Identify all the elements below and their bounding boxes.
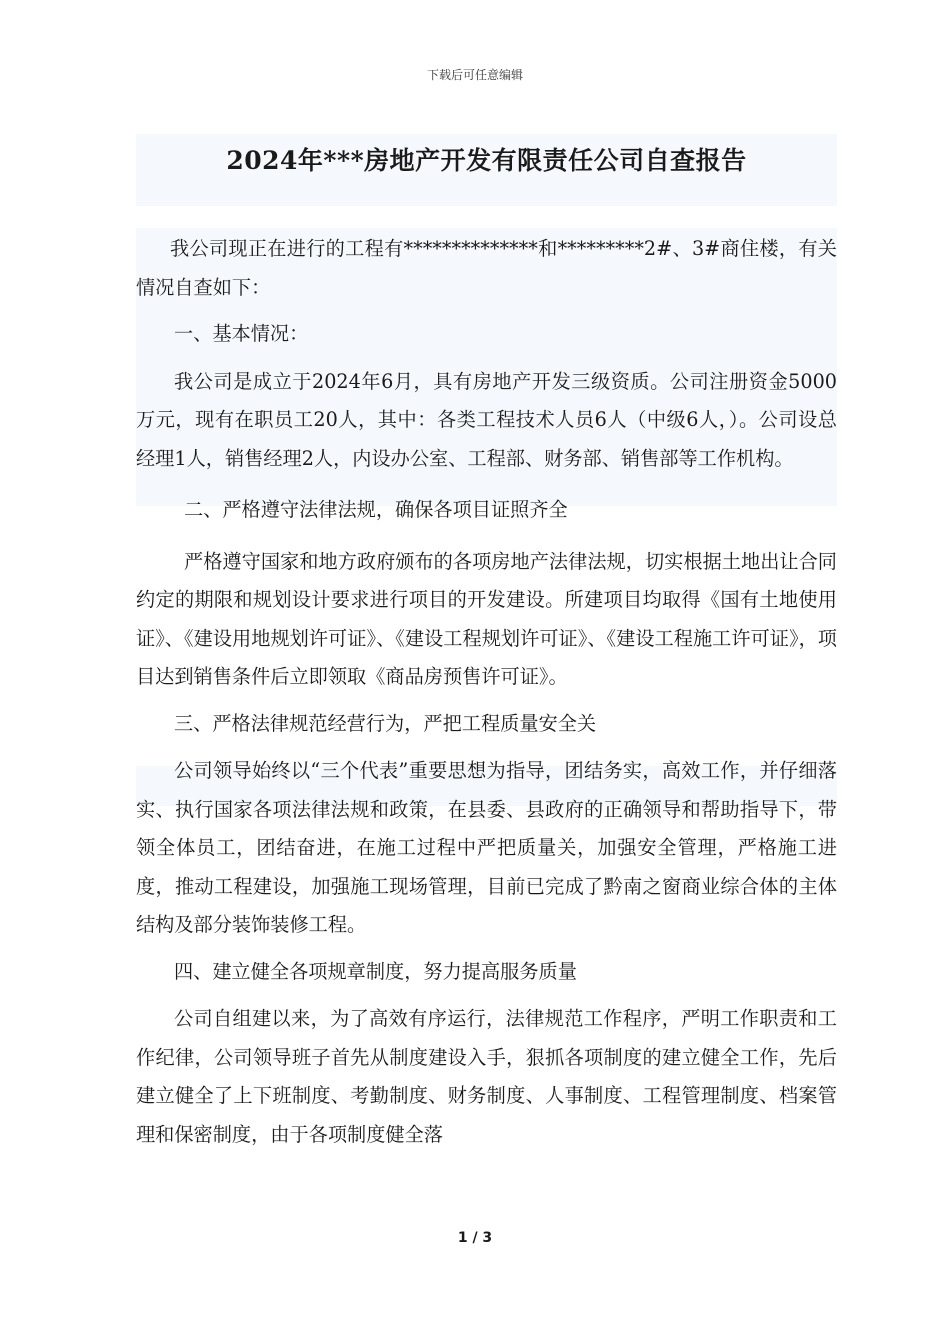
section-paragraph: 公司自组建以来，为了高效有序运行，法律规范工作程序，严明工作职责和工作纪律，公司领导班子首先从制度建设入手，狠抓各项制度的建立健全工作，先后建立健全了上下班制度、考勤制度、财务制度、人事制度、工程管理制度、档案管理和保密制度，由于各项制度健全落 [136,1007,837,1146]
section-heading: 四、建立健全各项规章制度，努力提高服务质量 [174,959,577,983]
section-heading: 三、严格法律规范经营行为，严把工程质量安全关 [174,711,597,735]
section-heading: 一、基本情况： [174,322,309,345]
section-heading: 二、严格遵守法律法规，确保各项目证照齐全 [184,498,568,521]
page-number: 1 / 3 [457,1230,493,1246]
section-paragraph: 严格遵守国家和地方政府颁布的各项房地产法律法规，切实根据土地出让合同约定的期限和规划设计要求进行项目的开发建设。所建项目均取得《国有土地使用证》、《建设用地规划许可证》、《建设工程规划许可证》、《建设工程施工许可证》，项目达到销售条件后立即领取《商品房预售许可证》。 [136,549,837,688]
section-paragraph: 公司领导始终以“三个代表”重要思想为指导，团结务实，高效工作，并仔细落实、执行国家各项法律法规和政策，在县委、县政府的正确领导和帮助指导下，带领全体员工，团结奋进，在施工过程中严把质量关，加强安全管理，严格施工进度，推动工程建设，加强施工现场管理，目前已完成了黔南之窗商业综合体的主体结构及部分装饰装修工程。 [136,759,837,936]
section-paragraph: 我公司是成立于2024年6月，具有房地产开发三级资质。公司注册资金5000万元，现有在职员工20人，其中：各类工程技术人员6人（中级6人，）。公司设总经理1人，销售经理2人，内设办公室、工程部、财务部、销售部等工作机构。 [136,369,837,470]
document-title: 2024年***房地产开发有限责任公司自查报告 [226,146,747,175]
header-note: 下载后可任意编辑 [426,68,523,82]
document-body [136,230,837,1154]
intro-paragraph: 我公司现正在进行的工程有**************和*********2#、3#商住楼，有关情况自查如下： [136,237,837,299]
